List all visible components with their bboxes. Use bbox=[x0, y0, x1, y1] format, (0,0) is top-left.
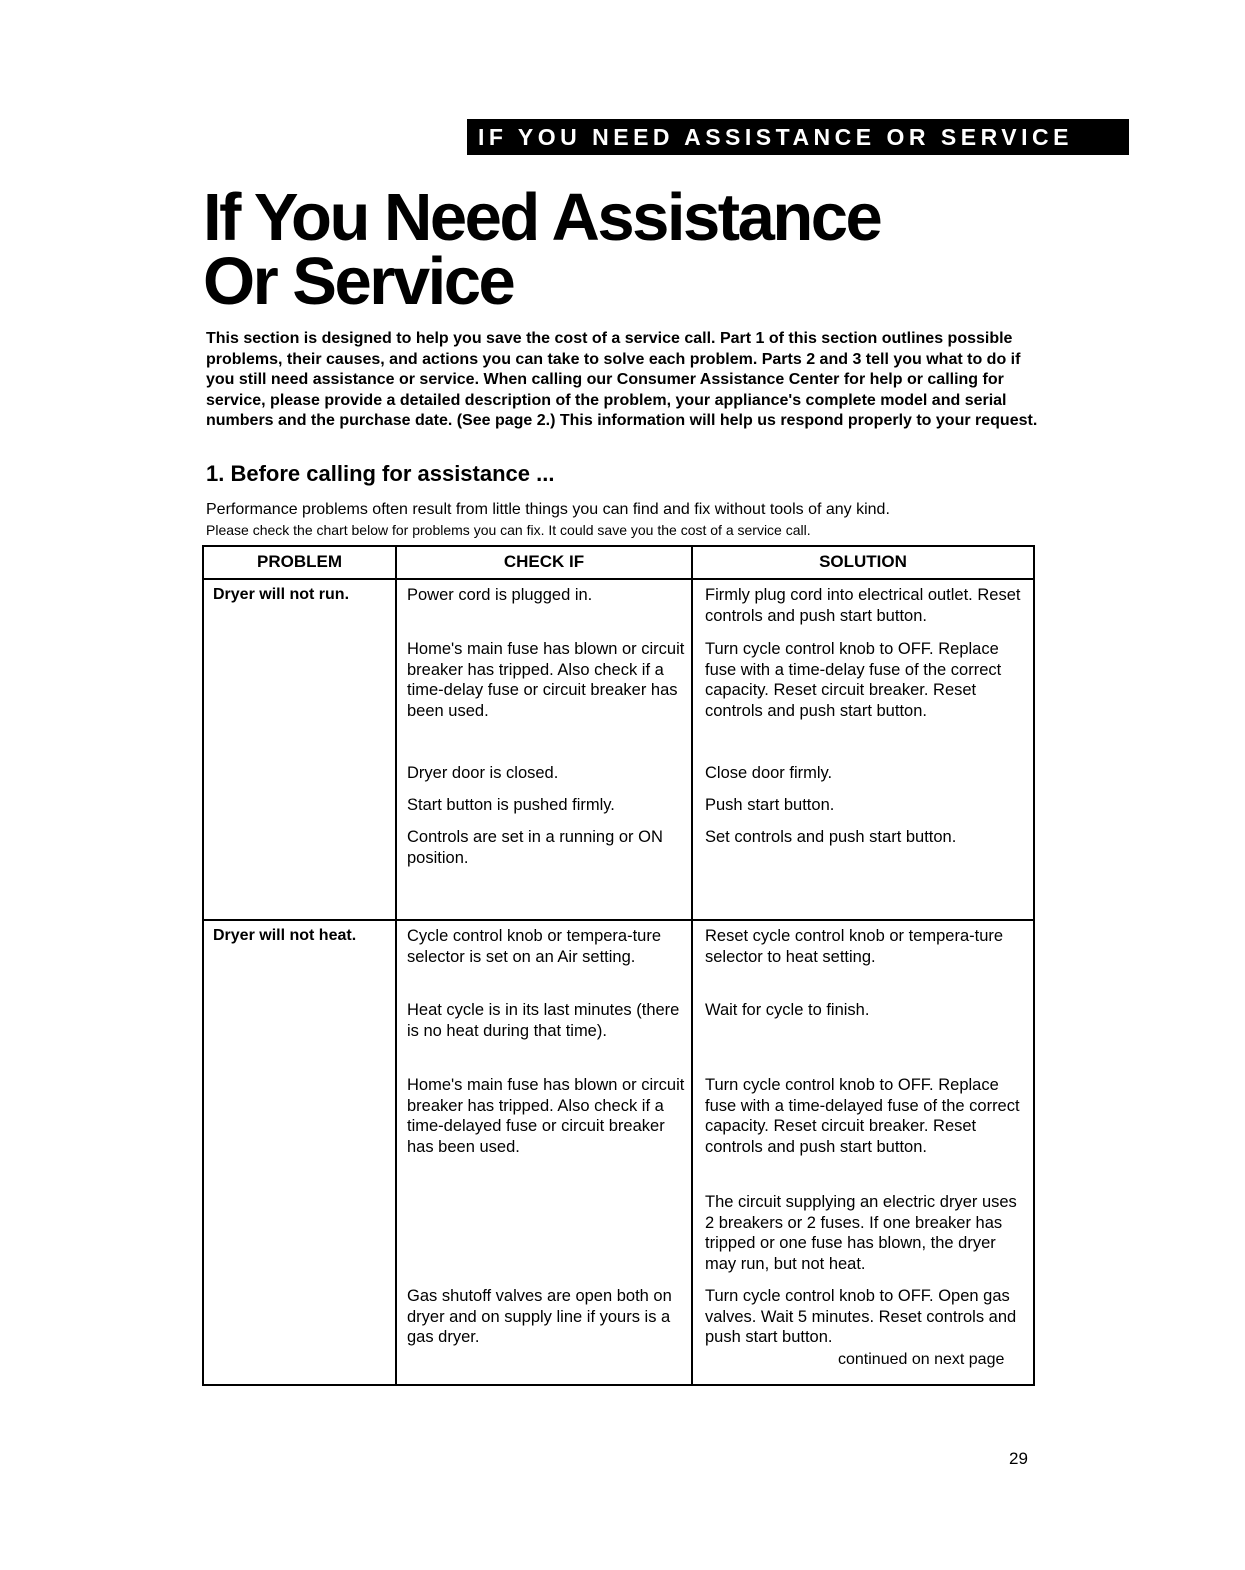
page-title bbox=[203, 180, 881, 319]
section-heading: 1. Before calling for assistance ... bbox=[206, 461, 555, 486]
section-lead bbox=[206, 500, 1046, 540]
solution-item: Close door firmly. bbox=[705, 764, 833, 782]
continued-note: continued on next page bbox=[838, 1351, 1005, 1368]
page-number: 29 bbox=[1009, 1449, 1028, 1468]
solution-cell bbox=[692, 579, 1034, 920]
solution-item: Turn cycle control knob to OFF. Replace fuse with a time-delay fuse of the correct capacity. Reset circuit breaker. Reset controls and push start button. bbox=[705, 640, 1002, 720]
table-row bbox=[203, 920, 1034, 1385]
header-solution: SOLUTION bbox=[692, 546, 1034, 579]
page-title-line-2: Or Service bbox=[203, 244, 514, 319]
check-if-item: Dryer door is closed. bbox=[407, 764, 559, 782]
check-if-item: Heat cycle is in its last minutes (there is no heat during that time). bbox=[407, 1001, 680, 1040]
check-if-item: Home's main fuse has blown or circuit breaker has tripped. Also check if a time-delay fuse or circuit breaker has been used. bbox=[407, 640, 685, 720]
troubleshooting-table bbox=[202, 545, 1035, 1386]
table-row bbox=[203, 579, 1034, 920]
check-if-item: Home's main fuse has blown or circuit breaker has tripped. Also check if a time-delayed fuse or circuit breaker has been used. bbox=[407, 1076, 685, 1156]
solution-item: Push start button. bbox=[705, 796, 835, 814]
check-if-item: Gas shutoff valves are open both on dryer and on supply line if yours is a gas dryer. bbox=[407, 1287, 672, 1346]
check-if-item: Start button is pushed firmly. bbox=[407, 796, 615, 814]
check-if-cell bbox=[396, 920, 692, 1385]
solution-item: Turn cycle control knob to OFF. Open gas valves. Wait 5 minutes. Reset controls and push start button. bbox=[705, 1287, 1017, 1346]
solution-item: Set controls and push start button. bbox=[705, 828, 957, 846]
solution-item: The circuit supplying an electric dryer uses 2 breakers or 2 fuses. If one breaker has tripped or one fuse has blown, the dryer may run, but not heat. bbox=[705, 1193, 1017, 1273]
check-if-item: Cycle control knob or tempera-ture selector is set on an Air setting. bbox=[407, 927, 662, 966]
solution-item: Firmly plug cord into electrical outlet. Reset controls and push start button. bbox=[705, 586, 1021, 625]
problem-cell: Dryer will not run. bbox=[203, 579, 396, 920]
lead-line-2: Please check the chart below for problems you can fix. It could save you the cost of a service call. bbox=[206, 522, 811, 538]
page-title-line-1: If You Need Assistance bbox=[203, 180, 881, 255]
header-problem: PROBLEM bbox=[203, 546, 396, 579]
solution-item: Turn cycle control knob to OFF. Replace fuse with a time-delayed fuse of the correct capacity. Reset circuit breaker. Reset controls and push start button. bbox=[705, 1076, 1020, 1156]
header-check-if: CHECK IF bbox=[396, 546, 692, 579]
solution-item: Reset cycle control knob or tempera-ture selector to heat setting. bbox=[705, 927, 1004, 966]
table-header-row bbox=[203, 546, 1034, 579]
solution-cell bbox=[692, 920, 1034, 1385]
check-if-item: Power cord is plugged in. bbox=[407, 586, 593, 604]
problem-cell: Dryer will not heat. bbox=[203, 920, 396, 1385]
lead-line-1: Performance problems often result from little things you can find and fix without tools of any kind. bbox=[206, 501, 890, 518]
intro-paragraph: This section is designed to help you save the cost of a service call. Part 1 of this section outlines possible problems, their causes, and actions you can take to solve each problem. Parts 2 and 3 tell you what to do if you still need assistance or service. When calling our Consumer Assistance Center for help or calling for service, please provide a detailed description of the problem, your appliance's complete model and serial numbers and the purchase date. (See page 2.) This information will help us respond properly to your request. bbox=[206, 330, 1038, 429]
solution-item: Wait for cycle to finish. bbox=[705, 1001, 870, 1019]
check-if-cell bbox=[396, 579, 692, 920]
section-banner: IF YOU NEED ASSISTANCE OR SERVICE bbox=[467, 119, 1129, 155]
check-if-item: Controls are set in a running or ON position. bbox=[407, 828, 663, 867]
